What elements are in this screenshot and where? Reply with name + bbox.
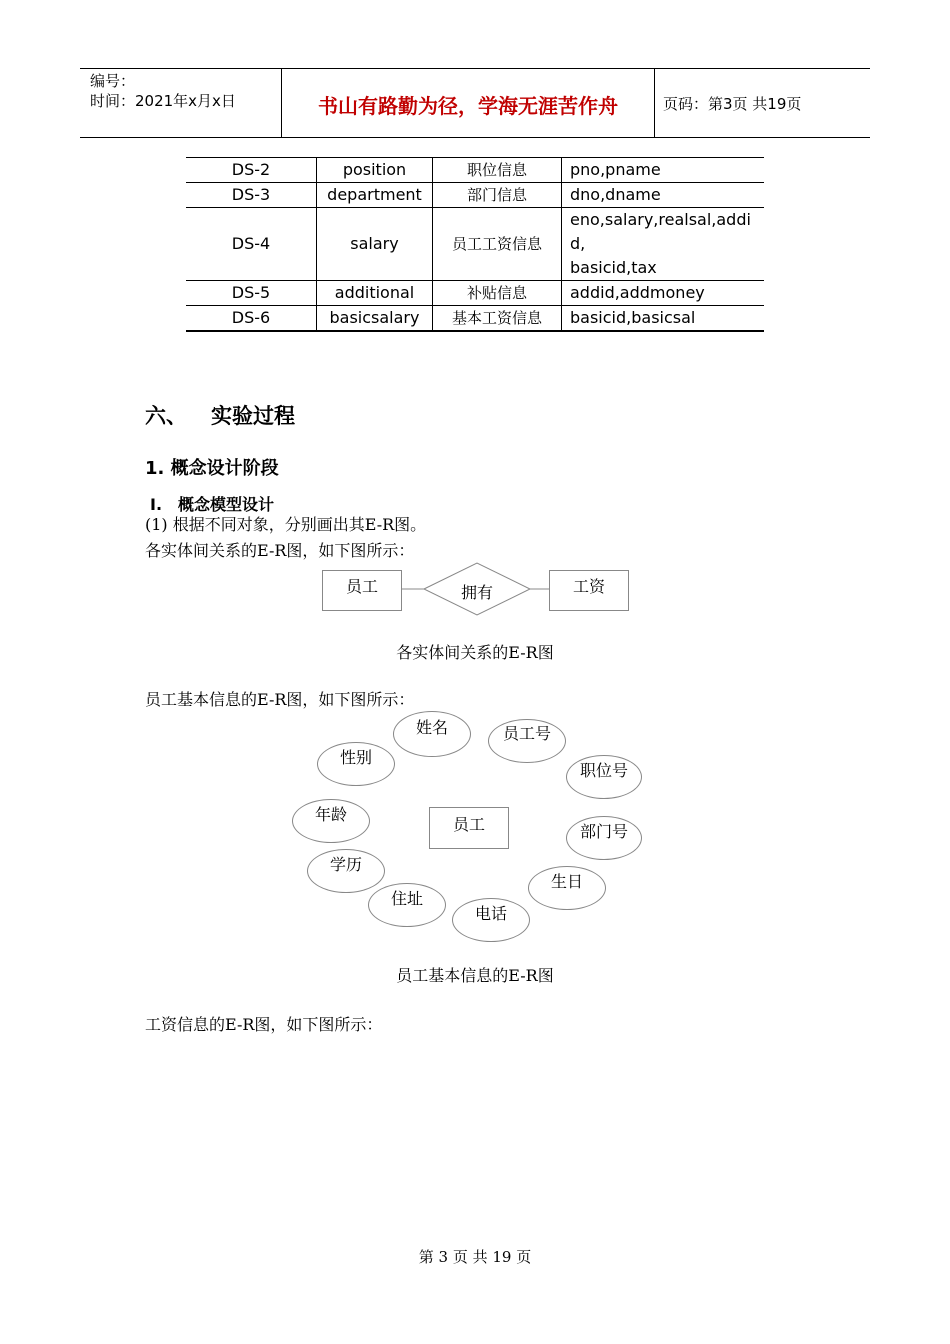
ds-fields-cell: eno,salary,realsal,addid, basicid,tax bbox=[562, 208, 765, 281]
attribute-oval-age: 年龄 bbox=[292, 799, 370, 843]
header-time: 时间：2021年x月x日 bbox=[90, 92, 236, 110]
paragraph-instruction: (1) 根据不同对象，分别画出其E-R图。 bbox=[145, 515, 427, 534]
section-heading-6 bbox=[145, 400, 295, 430]
ds-desc-cell: 职位信息 bbox=[433, 158, 562, 183]
attribute-oval-name: 姓名 bbox=[393, 711, 471, 757]
ds-name-cell: salary bbox=[317, 208, 433, 281]
attribute-oval-employee-no: 员工号 bbox=[488, 719, 566, 763]
subsection-heading-1: 1. 概念设计阶段 bbox=[145, 458, 279, 479]
page-footer: 第 3 页 共 19 页 bbox=[418, 1248, 532, 1266]
data-store-table-body bbox=[186, 158, 764, 332]
attribute-oval-phone: 电话 bbox=[452, 898, 530, 942]
attribute-oval-address: 住址 bbox=[368, 883, 446, 927]
ds-id-cell: DS-4 bbox=[186, 208, 317, 281]
ds-fields-cell: pno,pname bbox=[562, 158, 765, 183]
ds-desc-cell: 部门信息 bbox=[433, 183, 562, 208]
ds-fields-cell: addid,addmoney bbox=[562, 281, 765, 306]
caption-er-employee: 员工基本信息的E-R图 bbox=[396, 966, 554, 985]
entity-box-employee-basic: 员工 bbox=[429, 807, 509, 849]
ds-desc-cell: 补贴信息 bbox=[433, 281, 562, 306]
caption-er-relation: 各实体间关系的E-R图 bbox=[396, 643, 554, 662]
ds-fields-cell: basicid,basicsal bbox=[562, 306, 765, 332]
paragraph-er-salary-intro: 工资信息的E-R图，如下图所示： bbox=[145, 1015, 383, 1034]
attribute-oval-department-no: 部门号 bbox=[566, 816, 642, 860]
page-header bbox=[80, 68, 870, 138]
header-page-info: 页码：第3页 共19页 bbox=[663, 95, 802, 113]
header-meta bbox=[90, 71, 236, 111]
paragraph-er-employee-intro: 员工基本信息的E-R图，如下图所示： bbox=[145, 690, 415, 709]
ds-name-cell: position bbox=[317, 158, 433, 183]
section-title: 实验过程 bbox=[211, 404, 295, 428]
ds-id-cell: DS-5 bbox=[186, 281, 317, 306]
ds-id-cell: DS-6 bbox=[186, 306, 317, 332]
ds-desc-cell: 基本工资信息 bbox=[433, 306, 562, 332]
relationship-label: 拥有 bbox=[460, 583, 493, 602]
ds-desc-cell: 员工工资信息 bbox=[433, 208, 562, 281]
header-code-label: 编号： bbox=[90, 72, 136, 90]
ds-id-cell: DS-3 bbox=[186, 183, 317, 208]
ds-name-cell: basicsalary bbox=[317, 306, 433, 332]
entity-box-employee: 员工 bbox=[322, 570, 402, 611]
table-row bbox=[186, 281, 764, 306]
attribute-oval-birthday: 生日 bbox=[528, 866, 606, 910]
table-row bbox=[186, 183, 764, 208]
paragraph-er-relation-intro: 各实体间关系的E-R图，如下图所示： bbox=[145, 541, 415, 560]
header-motto: 书山有路勤为径，学海无涯苦作舟 bbox=[318, 94, 618, 118]
subsection-number: I. bbox=[150, 495, 163, 514]
section-number: 六、 bbox=[145, 404, 187, 428]
ds-id-cell: DS-2 bbox=[186, 158, 317, 183]
ds-fields-cell: dno,dname bbox=[562, 183, 765, 208]
table-row bbox=[186, 306, 764, 332]
data-store-table bbox=[186, 157, 764, 332]
attribute-oval-gender: 性别 bbox=[317, 742, 395, 786]
subsection-heading-I bbox=[150, 492, 274, 515]
entity-box-salary: 工资 bbox=[549, 570, 629, 611]
ds-name-cell: department bbox=[317, 183, 433, 208]
attribute-oval-position-no: 职位号 bbox=[566, 755, 642, 799]
ds-name-cell: additional bbox=[317, 281, 433, 306]
header-divider bbox=[654, 69, 655, 137]
subsection-title: 概念模型设计 bbox=[178, 495, 275, 514]
table-row bbox=[186, 208, 764, 281]
attribute-oval-education: 学历 bbox=[307, 849, 385, 893]
table-row bbox=[186, 158, 764, 183]
